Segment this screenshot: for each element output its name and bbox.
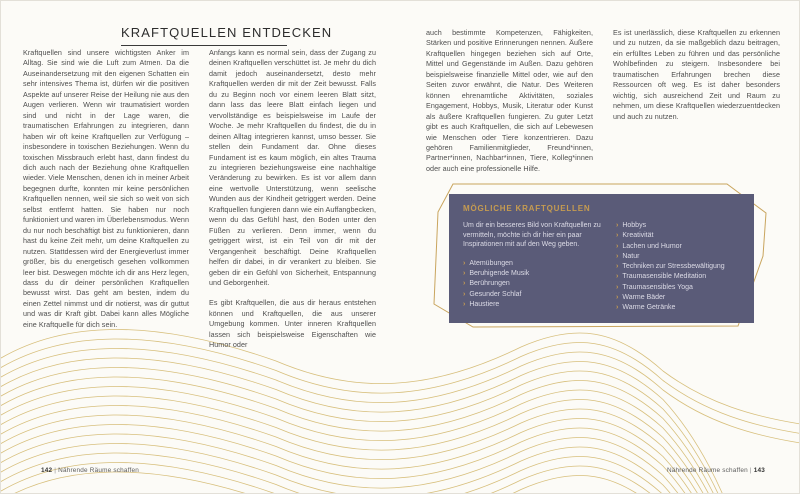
chevron-bullet-icon: › (616, 304, 619, 312)
paragraph: Es ist unerlässlich, diese Kraftquellen zu erkennen und zu nutzen, da sie maßgeblich dazu beitragen, ein erfülltes Leben zu führen und das persönliche Wohlbefinden zu steigern. Insbesondere bei traumatischen Erfahrungen brechen diese Ressourcen oft weg. Es ist daher besonders wichtig, sich ausreichend Zeit und Raum zu nehmen, um diese Kraftquellen wiederzuentdecken und auch zu nutzen. (613, 28, 780, 121)
paragraph: auch bestimmte Kompetenzen, Fähigkeiten, Stärken und positive Erinnerungen nennen. Äußere Kraftquellen hingegen beziehen sich auf Orte, Mittel und Gegenstände im Außen. Dazu gehören beispielsweise finanzielle Mittel oder, wie auf den Seiten zuvor erwähnt, die Natur. Des Weiteren können ehrenamtliche Aktivitäten, soziales Engagement, Hobbys, Musik, Literatur oder Kunst als äußere Kraftquellen fungieren. Zu guter Letzt gibt es auch Kraftquellen, die sich auf Lebewesen wie Menschen oder Tiere konzentrieren. Dazu gehören Familienmitglieder, Freund*innen, Partner*innen, Nachbar*innen, Tiere, Kolleg*innen oder auch eine professionelle Hilfe. (426, 28, 593, 173)
info-box-list-item-label: Gesunder Schlaf (469, 290, 522, 298)
info-box-list-item (616, 262, 740, 272)
left-page-column-1 (23, 48, 189, 330)
left-page-column-2 (209, 48, 376, 351)
chapter-title: KRAFTQUELLEN ENTDECKEN (121, 25, 287, 46)
info-box-list-item-label: Warme Getränke (622, 304, 676, 312)
info-box-title: MÖGLICHE KRAFTQUELLEN (463, 204, 591, 213)
paragraph: Es gibt Kraftquellen, die aus dir heraus entstehen können und Kraftquellen, die aus unserer Umgebung kommen. Unter inneren Kraftquellen lassen sich beispielsweise Eigenschaften wie Humor oder (209, 298, 376, 350)
info-box-list-item (463, 300, 603, 310)
chevron-bullet-icon: › (616, 252, 619, 260)
info-box-list-item-label: Atemübungen (469, 259, 513, 267)
info-box-list-left (463, 259, 603, 310)
chevron-bullet-icon: › (463, 259, 466, 267)
right-page-footer (667, 467, 765, 474)
chevron-bullet-icon: › (616, 273, 619, 281)
chevron-bullet-icon: › (463, 270, 466, 278)
info-box-list-item (616, 293, 740, 303)
info-box-list-item-label: Warme Bäder (622, 294, 666, 302)
footer-separator: | (54, 467, 57, 474)
chevron-bullet-icon: › (616, 242, 619, 250)
chevron-bullet-icon: › (616, 263, 619, 271)
info-box-list-item (616, 303, 740, 313)
chevron-bullet-icon: › (616, 232, 619, 240)
info-box-intro: Um dir ein besseres Bild von Kraftquellen zu vermitteln, möchte ich dir hier ein paar Inspirationen mit auf den Weg geben. (463, 222, 601, 249)
info-box-list-item-label: Haustiere (469, 300, 500, 308)
right-page-column-1 (426, 28, 593, 174)
chevron-bullet-icon: › (463, 280, 466, 288)
chevron-bullet-icon: › (463, 290, 466, 298)
page-number: 143 (753, 467, 765, 474)
left-page-footer (41, 467, 139, 474)
info-box-list-item (463, 290, 603, 300)
paragraph: Anfangs kann es normal sein, dass der Zugang zu deinen Kraftquellen verschüttet ist. Je mehr du dich damit jedoch auseinandersetzt, desto mehr Kraftquellen werden dir mit der Zeit bewusst. Falls du zu Beginn noch vor einem leeren Blatt sitzt, dann lass das leere Blatt einfach liegen und vervollständige es beispielsweise im Laufe der Woche. Je mehr Kraftquellen du findest, die du in deinen Alltag integrieren kannst, umso besser. Sie stellen dein Fundament dar. Ohne dieses Fundament ist es kaum möglich, ein altes Trauma zu integrieren beziehungsweise eine nachhaltige Veränderung zu bewirken. Es ist vor allem dann eine wertvolle Unterstützung, wenn seelische Wunden aus der Kindheit getriggert werden. Deine Kraftquellen fungieren dann wie ein Auffangbecken, wenn du das Gefühl hast, den Boden unter den Füßen zu verlieren. Denn immer, wenn du getriggert wirst, ist ein Teil von dir mit der Vergangenheit beschäftigt. Deine Kraftquellen helfen dir dabei, in dir verankert zu bleiben. Sie geben dir ein Gefühl von Sicherheit, Entspannung und Geborgenheit. (209, 48, 376, 287)
chevron-bullet-icon: › (616, 294, 619, 302)
info-box-list-item (616, 252, 740, 262)
info-box-list-item-label: Beruhigende Musik (469, 270, 530, 278)
info-box-list-item (616, 231, 740, 241)
right-page-column-2 (613, 28, 780, 122)
paragraph: Kraftquellen sind unsere wichtigsten Anker im Alltag. Sie sind wie die Luft zum Atmen. Da die Auseinandersetzung mit den eigenen Schatten ein sehr intensives Thema ist, dürfen wir die positiven Aspekte auf unserer Reise der Heilung nie aus den Augen verlieren. Wenn wir traumatisiert worden sind und nicht in der Lage waren, die traumatischen Erfahrungen zu integrieren, dann haben wir oft keine Kraftquellen zur Verfügung – insbesondere in toxischen Beziehungen. Wenn du toxischen Missbrauch erlebt hast, dann findest du dich auch nach der Beziehung ohne Kraftquellen wieder. Viele Menschen, denen ich in meiner Arbeit begegnen durfte, konnten mir keine persönlichen Kraftquellen nennen, weil sie sich so weit von sich selbst entfernt hatten. Sie haben nur noch funktioniert und waren im Überlebensmodus. Wenn du nur noch beschäftigt bist zu funktionieren, dann hast du keine Zeit mehr, um deine Kraftquellen zu nutzen. Stattdessen wird der Energieverlust immer größer, bis du energetisch gesehen vollkommen leer bist. Deswegen möchte ich dir ans Herz legen, dass du dir deiner persönlichen Kraftquellen bewusst wirst. Das geht am besten, indem du einen Zettel nimmst und dir notierst, was dir guttut und was dir Kraft gibt. Dabei kann alles Mögliche eine Kraftquelle für dich sein. (23, 48, 189, 329)
info-box-list-item (463, 259, 603, 269)
footer-separator: | (749, 467, 752, 474)
chapter-name: Nährende Räume schaffen (666, 467, 748, 474)
info-box-list-item-label: Berührungen (469, 280, 510, 288)
info-box-list-item (616, 221, 740, 231)
info-box-list-item (463, 279, 603, 289)
info-box-list-item (616, 272, 740, 282)
info-box-list-item (463, 269, 603, 279)
info-box-list-right (616, 221, 740, 314)
chevron-bullet-icon: › (463, 300, 466, 308)
info-box-list-item-label: Techniken zur Stressbewältigung (622, 263, 725, 271)
page-number: 142 (41, 467, 53, 474)
chevron-bullet-icon: › (616, 283, 619, 291)
info-box-list-item-label: Traumasensibles Yoga (622, 283, 693, 291)
info-box-list-item-label: Natur (622, 252, 640, 260)
info-box-list-item (616, 283, 740, 293)
info-box-list-item-label: Traumasensible Meditation (622, 273, 707, 281)
info-box-list-item (616, 242, 740, 252)
possible-sources-info-box (449, 194, 754, 323)
info-box-list-item-label: Hobbys (622, 222, 647, 229)
chapter-name: Nährende Räume schaffen (58, 467, 140, 474)
info-box-list-item-label: Lachen und Humor (622, 242, 682, 250)
info-box-list-item-label: Kreativität (622, 232, 654, 240)
chevron-bullet-icon: › (616, 222, 619, 229)
